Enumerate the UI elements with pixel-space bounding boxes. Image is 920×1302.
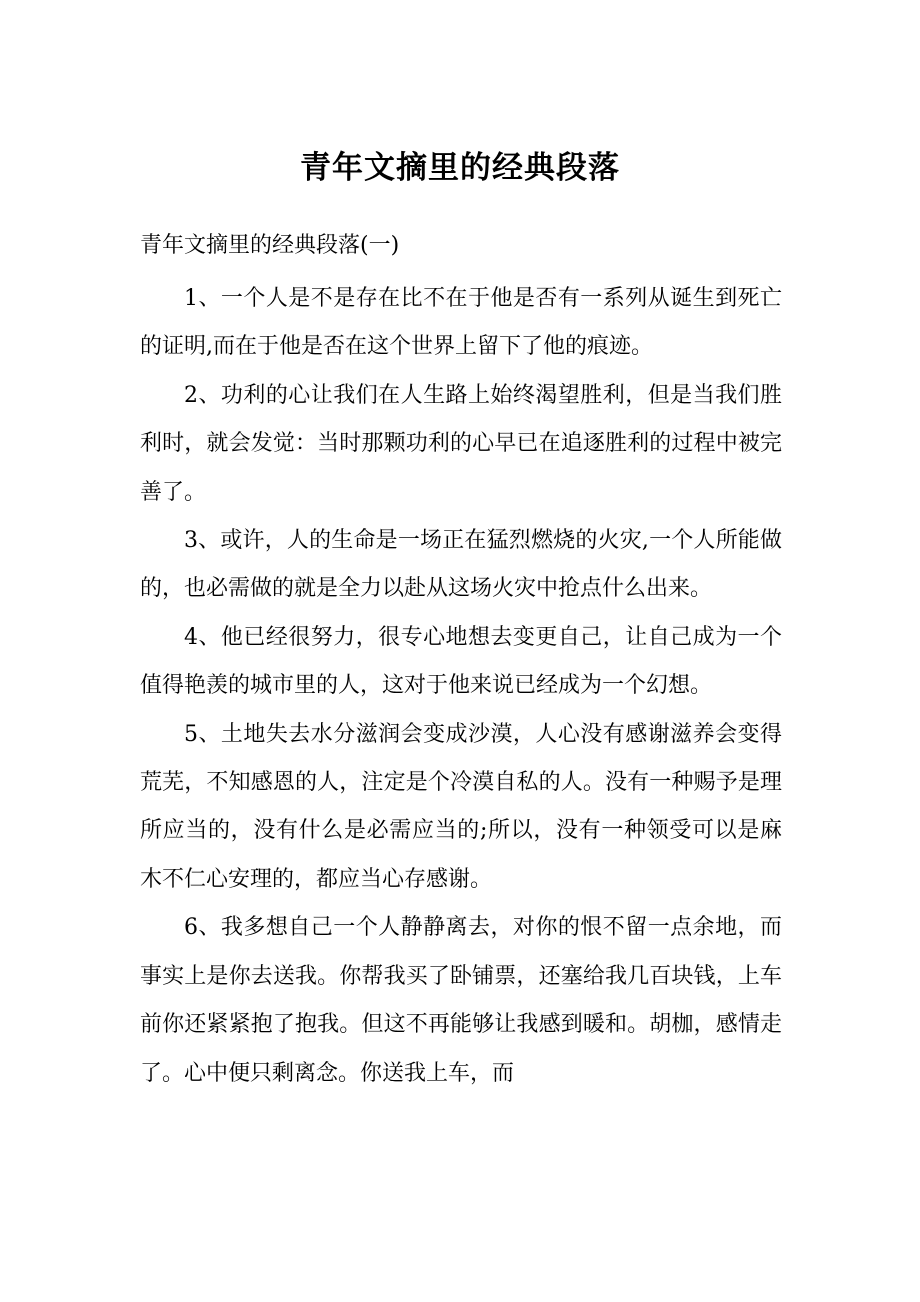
paragraph-1: 1、一个人是不是存在比不在于他是否有一系列从诞生到死亡的证明,而在于他是否在这个世界上留下了他的痕迹。 <box>140 286 782 360</box>
document-title: 青年文摘里的经典段落 <box>300 150 620 186</box>
paragraph-5: 5、土地失去水分滋润会变成沙漠，人心没有感谢滋养会变得荒芜，不知感恩的人，注定是个冷漠自私的人。没有一种赐予是理所应当的，没有什么是必需应当的;所以，没有一种领受可以是麻木不仁心安理的，都应当心存感谢。 <box>140 721 782 892</box>
section-heading: 青年文摘里的经典段落(一) <box>140 233 400 258</box>
paragraph-6: 6、我多想自己一个人静静离去，对你的恨不留一点余地，而事实上是你去送我。你帮我买了卧铺票，还塞给我几百块钱，上车前你还紧紧抱了抱我。但这不再能够让我感到暖和。胡枷，感情走了。心中便只剩离念。你送我上车，而 <box>140 915 782 1086</box>
paragraph-4: 4、他已经很努力，很专心地想去变更自己，让自己成为一个值得艳羡的城市里的人，这对于他来说已经成为一个幻想。 <box>140 624 782 699</box>
paragraph-3: 3、或许，人的生命是一场正在猛烈燃烧的火灾,一个人所能做的，也必需做的就是全力以赴从这场火灾中抢点什么出来。 <box>140 528 782 602</box>
document-body <box>140 275 782 1098</box>
paragraph-2: 2、功利的心让我们在人生路上始终渴望胜利，但是当我们胜利时，就会发觉：当时那颗功利的心早已在追逐胜利的过程中被完善了。 <box>140 382 782 505</box>
